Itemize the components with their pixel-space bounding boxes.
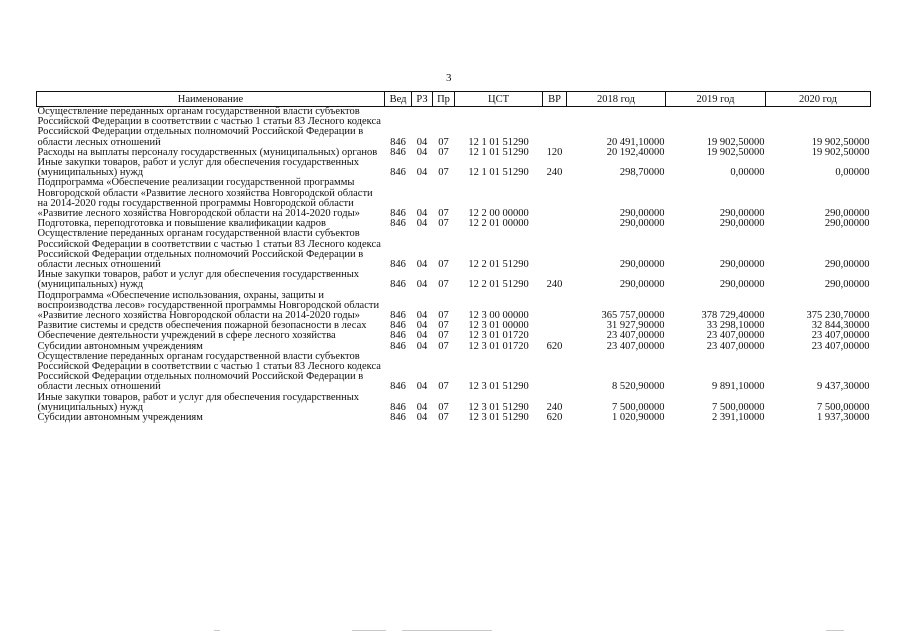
- row-vr: 240: [546, 401, 563, 413]
- row-rz: 04: [416, 412, 428, 424]
- row-2018: 23 407,00000: [606, 340, 665, 352]
- row-ved: 846: [390, 320, 406, 332]
- row-ved: 846: [390, 259, 406, 271]
- row-2019: 290,00000: [719, 218, 765, 230]
- row-2020: 19 902,50000: [811, 136, 870, 148]
- row-cst: 12 2 01 00000: [468, 218, 529, 230]
- table-row: [37, 291, 871, 322]
- row-cst: 12 2 00 00000: [468, 208, 529, 220]
- row-2020: 32 844,30000: [811, 320, 870, 332]
- row-2019: 0,00000: [730, 167, 765, 179]
- row-ved: 846: [390, 208, 406, 220]
- row-pr: 07: [438, 279, 449, 291]
- table-row: [37, 158, 871, 178]
- row-pr: 07: [438, 259, 449, 271]
- row-2018: 365 757,00000: [601, 310, 665, 322]
- table-body: [37, 107, 871, 424]
- row-pr: 07: [438, 381, 449, 393]
- page-number: 3: [446, 72, 452, 84]
- row-rz: 04: [416, 218, 428, 230]
- row-2018: 8 520,90000: [612, 381, 665, 393]
- row-2020: 290,00000: [824, 218, 870, 230]
- row-name: Субсидии автономным учреждениям: [37, 412, 203, 424]
- row-rz: 04: [416, 340, 428, 352]
- table-row: [37, 352, 871, 393]
- table-row: [37, 229, 871, 270]
- row-cst: 12 2 01 51290: [468, 259, 529, 271]
- header-pr: Пр: [433, 92, 455, 107]
- row-2019: 33 298,10000: [706, 320, 765, 332]
- row-ved: 846: [390, 412, 406, 424]
- row-rz: 04: [416, 279, 428, 291]
- row-rz: 04: [416, 310, 428, 322]
- row-name: Иные закупки товаров, работ и услуг для обеспечения государственных (муниципальных) нужд: [37, 269, 360, 291]
- row-vr: [543, 107, 567, 148]
- row-2020: 1 937,30000: [817, 412, 870, 424]
- row-cst: 12 1 01 51290: [468, 136, 529, 148]
- row-2020: 23 407,00000: [811, 340, 870, 352]
- row-ved: 846: [390, 136, 406, 148]
- row-rz: 04: [416, 330, 428, 342]
- row-2018: 290,00000: [619, 279, 665, 291]
- row-vr: [543, 291, 567, 322]
- row-2020: 290,00000: [824, 279, 870, 291]
- row-name: Расходы на выплаты персоналу государственных (муниципальных) органов: [37, 146, 378, 158]
- row-pr: 07: [438, 412, 449, 424]
- row-ved: 846: [390, 279, 406, 291]
- row-cst: 12 3 01 00000: [468, 320, 529, 332]
- header-vr: ВР: [543, 92, 567, 107]
- row-2018: 31 927,90000: [606, 320, 665, 332]
- row-2020: 290,00000: [824, 208, 870, 220]
- row-2019: 23 407,00000: [706, 340, 765, 352]
- row-pr: 07: [438, 401, 449, 413]
- row-cst: 12 1 01 51290: [468, 167, 529, 179]
- row-vr: [543, 229, 567, 270]
- row-vr: [543, 219, 567, 229]
- row-2020: 23 407,00000: [811, 330, 870, 342]
- row-name: Обеспечение деятельности учреждений в сфере лесного хозяйства: [37, 330, 336, 342]
- table-row: [37, 270, 871, 290]
- row-vr: 240: [546, 279, 563, 291]
- row-cst: 12 3 00 00000: [468, 310, 529, 322]
- header-name: Наименование: [37, 92, 385, 107]
- row-pr: 07: [438, 136, 449, 148]
- row-2018: 20 491,10000: [606, 136, 665, 148]
- header-2020: 2020 год: [766, 92, 871, 107]
- row-ved: 846: [390, 218, 406, 230]
- row-2018: 1 020,90000: [612, 412, 665, 424]
- row-name: Осуществление переданных органам государственной власти субъектов Российской Федерации в соответствии с частью 1 статьи 83 Лесного кодекса Российской Федерации отдельных полномочий Российской Федерации в области лесных отношений: [37, 106, 381, 148]
- row-rz: 04: [416, 381, 428, 393]
- row-vr: 240: [546, 167, 563, 179]
- row-pr: 07: [438, 167, 449, 179]
- row-ved: 846: [390, 401, 406, 413]
- row-name: Подпрограмма «Обеспечение использования, охраны, защиты и воспроизводства лесов» государственной программы Новгородской области «Развитие лесного хозяйства Новгородской области на 2014-2020 годы»: [37, 289, 380, 322]
- row-2018: 298,70000: [619, 167, 665, 179]
- row-2019: 290,00000: [719, 208, 765, 220]
- row-2018: 7 500,00000: [612, 401, 665, 413]
- row-name: Осуществление переданных органам государственной власти субъектов Российской Федерации в соответствии с частью 1 статьи 83 Лесного кодекса Российской Федерации отдельных полномочий Российской Федерации в области лесных отношений: [37, 350, 381, 393]
- row-rz: 04: [416, 259, 428, 271]
- header-ved: Вед: [385, 92, 412, 107]
- row-2018: 290,00000: [619, 218, 665, 230]
- row-2019: 2 391,10000: [712, 412, 765, 424]
- row-ved: 846: [390, 340, 406, 352]
- row-name: Подготовка, переподготовка и повышение квалификации кадров: [37, 218, 327, 230]
- row-2019: 9 891,10000: [712, 381, 765, 393]
- table-row: [37, 413, 871, 423]
- header-2018: 2018 год: [567, 92, 666, 107]
- row-ved: 846: [390, 310, 406, 322]
- row-pr: 07: [438, 208, 449, 220]
- row-2019: 19 902,50000: [706, 146, 765, 158]
- row-vr: [543, 352, 567, 393]
- row-cst: 12 3 01 01720: [468, 340, 529, 352]
- row-2019: 7 500,00000: [712, 401, 765, 413]
- row-2019: 378 729,40000: [701, 310, 765, 322]
- row-rz: 04: [416, 320, 428, 332]
- row-name: Осуществление переданных органам государственной власти субъектов Российской Федерации в соответствии с частью 1 статьи 83 Лесного кодекса Российской Федерации отдельных полномочий Российской Федерации в области лесных отношений: [37, 228, 381, 271]
- row-rz: 04: [416, 208, 428, 220]
- budget-table: [36, 91, 871, 423]
- row-vr: [543, 178, 567, 219]
- table-row: [37, 107, 871, 148]
- row-vr: 120: [546, 146, 563, 158]
- row-2020: 375 230,70000: [806, 310, 870, 322]
- row-name: Иные закупки товаров, работ и услуг для обеспечения государственных (муниципальных) нужд: [37, 391, 360, 413]
- row-rz: 04: [416, 136, 428, 148]
- row-pr: 07: [438, 310, 449, 322]
- row-pr: 07: [438, 330, 449, 342]
- row-vr: [543, 321, 567, 331]
- row-2020: 7 500,00000: [817, 401, 870, 413]
- row-ved: 846: [390, 167, 406, 179]
- row-2019: 290,00000: [719, 279, 765, 291]
- row-ved: 846: [390, 330, 406, 342]
- row-name: Развитие системы и средств обеспечения пожарной безопасности в лесах: [37, 320, 367, 332]
- row-cst: 12 1 01 51290: [468, 146, 529, 158]
- row-name: Иные закупки товаров, работ и услуг для обеспечения государственных (муниципальных) нужд: [37, 157, 360, 179]
- row-vr: 620: [546, 340, 563, 352]
- row-2018: 290,00000: [619, 208, 665, 220]
- row-2019: 290,00000: [719, 259, 765, 271]
- row-ved: 846: [390, 146, 406, 158]
- header-cst: ЦСТ: [455, 92, 543, 107]
- page-edge-marks: [0, 628, 905, 636]
- row-cst: 12 2 01 51290: [468, 279, 529, 291]
- row-name: Подпрограмма «Обеспечение реализации государственной программы Новгородской области «Развитие лесного хозяйства Новгородской области на 2014-2020 годы государственной программы Новгородской области «Развитие лесного хозяйства Новгородской области на 2014-2020 годы»: [37, 177, 373, 220]
- row-cst: 12 3 01 51290: [468, 412, 529, 424]
- row-ved: 846: [390, 381, 406, 393]
- row-2020: 9 437,30000: [817, 381, 870, 393]
- row-2019: 19 902,50000: [706, 136, 765, 148]
- row-2018: 290,00000: [619, 259, 665, 271]
- row-2020: 290,00000: [824, 259, 870, 271]
- row-cst: 12 3 01 51290: [468, 381, 529, 393]
- table-header-row: [37, 92, 871, 107]
- table-row: [37, 393, 871, 413]
- row-rz: 04: [416, 167, 428, 179]
- row-2020: 0,00000: [835, 167, 870, 179]
- row-rz: 04: [416, 401, 428, 413]
- row-pr: 07: [438, 340, 449, 352]
- row-2019: 23 407,00000: [706, 330, 765, 342]
- row-cst: 12 3 01 01720: [468, 330, 529, 342]
- row-2018: 20 192,40000: [606, 146, 665, 158]
- row-pr: 07: [438, 320, 449, 332]
- row-cst: 12 3 01 51290: [468, 401, 529, 413]
- row-2018: 23 407,00000: [606, 330, 665, 342]
- header-2019: 2019 год: [666, 92, 766, 107]
- row-pr: 07: [438, 218, 449, 230]
- header-rz: РЗ: [412, 92, 433, 107]
- row-vr: 620: [546, 412, 563, 424]
- row-name: Субсидии автономным учреждениям: [37, 340, 203, 352]
- table-row: [37, 178, 871, 219]
- row-pr: 07: [438, 146, 449, 158]
- row-2020: 19 902,50000: [811, 146, 870, 158]
- row-rz: 04: [416, 146, 428, 158]
